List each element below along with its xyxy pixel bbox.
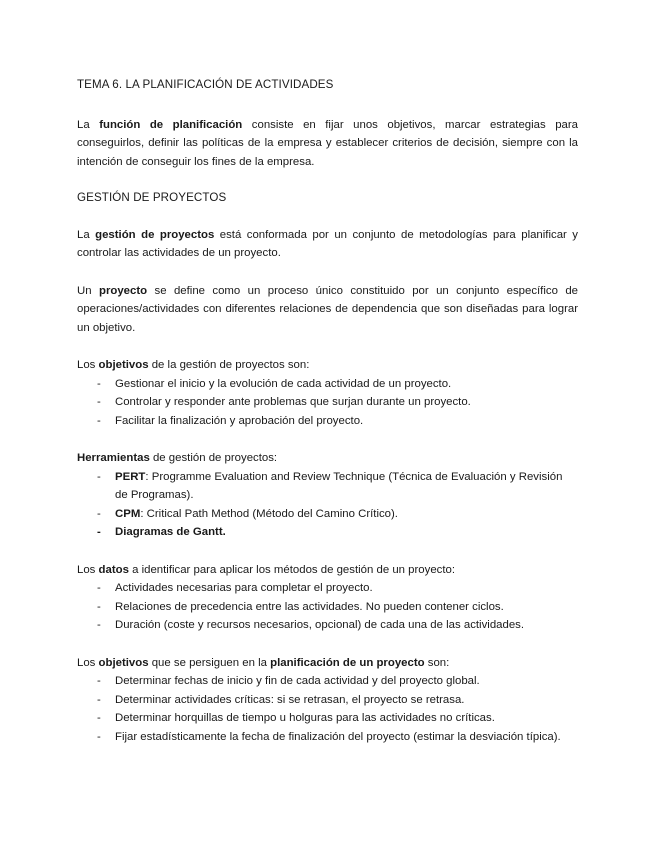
list-item-text: Fijar estadísticamente la fecha de finalización del proyecto (estimar la desviación típica). <box>115 730 561 743</box>
proyecto-bold: proyecto <box>98 284 148 297</box>
list-item <box>77 468 578 505</box>
intro-bold: función de planificación <box>99 118 243 131</box>
dash-bullet: - <box>97 675 101 687</box>
proyecto-pre: Un <box>77 284 99 297</box>
datos-post: a identificar para aplicar los métodos de gestión de un proyecto: <box>128 563 456 576</box>
dash-bullet: - <box>97 712 101 724</box>
dash-bullet: - <box>97 470 101 483</box>
dash-bullet: - <box>97 414 101 427</box>
dash-bullet: - <box>97 507 101 520</box>
list-item <box>77 505 578 524</box>
list-item <box>77 709 578 728</box>
section-heading: GESTIÓN DE PROYECTOS <box>77 191 227 204</box>
list-item <box>77 691 578 710</box>
dash-bullet: - <box>97 600 101 613</box>
objetivos-list <box>77 375 578 431</box>
list-item-text: Gestionar el inicio y la evolución de cada actividad de un proyecto. <box>115 377 452 390</box>
list-item-text: Relaciones de precedencia entre las actividades. No pueden contener ciclos. <box>115 600 504 613</box>
list-item <box>77 375 578 394</box>
list-item-text: Determinar horquillas de tiempo u holguras para las actividades no críticas. <box>115 712 495 724</box>
list-item <box>77 616 578 635</box>
objetivos-post: de la gestión de proyectos son: <box>148 359 310 371</box>
planificacion-intro <box>77 654 578 673</box>
planificacion-bold-1: objetivos <box>98 656 149 669</box>
datos-list <box>77 579 578 635</box>
tool-name: PERT <box>115 470 146 483</box>
list-item-text: Facilitar la finalización y aprobación del proyecto. <box>115 414 364 427</box>
proyecto-post: se define como un proceso único constituido por un conjunto específico de operaciones/actividades con diferentes relaciones de dependencia que son diseñadas para lograr un objetivo. <box>77 284 578 334</box>
list-item-text: Determinar fechas de inicio y fin de cada actividad y del proyecto global. <box>115 675 480 687</box>
list-item <box>77 393 578 412</box>
list-item-text: Controlar y responder ante problemas que surjan durante un proyecto. <box>115 396 471 408</box>
document-title: TEMA 6. LA PLANIFICACIÓN DE ACTIVIDADES <box>77 78 334 91</box>
dash-bullet: - <box>97 526 101 538</box>
objetivos-intro <box>77 356 578 375</box>
list-item <box>77 412 578 431</box>
document-page <box>77 76 578 746</box>
gestion-bold: gestión de proyectos <box>95 228 215 241</box>
planificacion-mid: que se persiguen en la <box>148 656 271 669</box>
list-item-text: Duración (coste y recursos necesarios, opcional) de cada una de las actividades. <box>115 619 525 631</box>
herramientas-bold: Herramientas <box>77 452 150 464</box>
list-item <box>77 523 578 542</box>
herramientas-intro <box>77 449 578 468</box>
intro-pre: La <box>77 118 100 131</box>
planificacion-post: son: <box>424 656 450 669</box>
tool-name: Diagramas de Gantt. <box>115 526 226 538</box>
datos-intro <box>77 561 578 580</box>
dash-bullet: - <box>97 693 101 706</box>
list-item <box>77 728 578 747</box>
intro-post: consiste en fijar unos objetivos, marcar estrategias para conseguirlos, definir las políticas de la empresa y establecer criterios de decisión, siempre con la intención de conseguir los fines de la empresa. <box>77 118 578 168</box>
proyecto-paragraph <box>77 282 578 338</box>
tool-description: : Critical Path Method (Método del Camino Crítico). <box>140 507 398 520</box>
intro-paragraph <box>77 116 578 172</box>
datos-pre: Los <box>77 563 99 576</box>
tool-name: CPM <box>115 507 141 520</box>
list-item <box>77 598 578 617</box>
list-item <box>77 672 578 691</box>
dash-bullet: - <box>97 730 101 743</box>
objetivos-pre: Los <box>77 359 99 371</box>
herramientas-list <box>77 468 578 542</box>
herramientas-post: de gestión de proyectos: <box>149 452 278 464</box>
list-item <box>77 579 578 598</box>
gestion-post: está conformada por un conjunto de metodologías para planificar y controlar las actividades de un proyecto. <box>77 228 578 259</box>
objetivos-bold: objetivos <box>98 359 149 371</box>
gestion-paragraph <box>77 226 578 263</box>
list-item-text: Actividades necesarias para completar el proyecto. <box>115 582 373 594</box>
dash-bullet: - <box>97 619 101 631</box>
dash-bullet: - <box>97 582 101 594</box>
list-item-text: Determinar actividades críticas: si se retrasan, el proyecto se retrasa. <box>115 693 465 706</box>
tool-description: : Programme Evaluation and Review Technique (Técnica de Evaluación y Revisión de Programas). <box>115 470 563 501</box>
dash-bullet: - <box>97 377 101 390</box>
planificacion-list <box>77 672 578 746</box>
gestion-pre: La <box>77 228 96 241</box>
planificacion-pre: Los <box>77 656 99 669</box>
dash-bullet: - <box>97 396 101 408</box>
planificacion-bold-2: planificación de un proyecto <box>270 656 425 669</box>
datos-bold: datos <box>98 563 129 576</box>
